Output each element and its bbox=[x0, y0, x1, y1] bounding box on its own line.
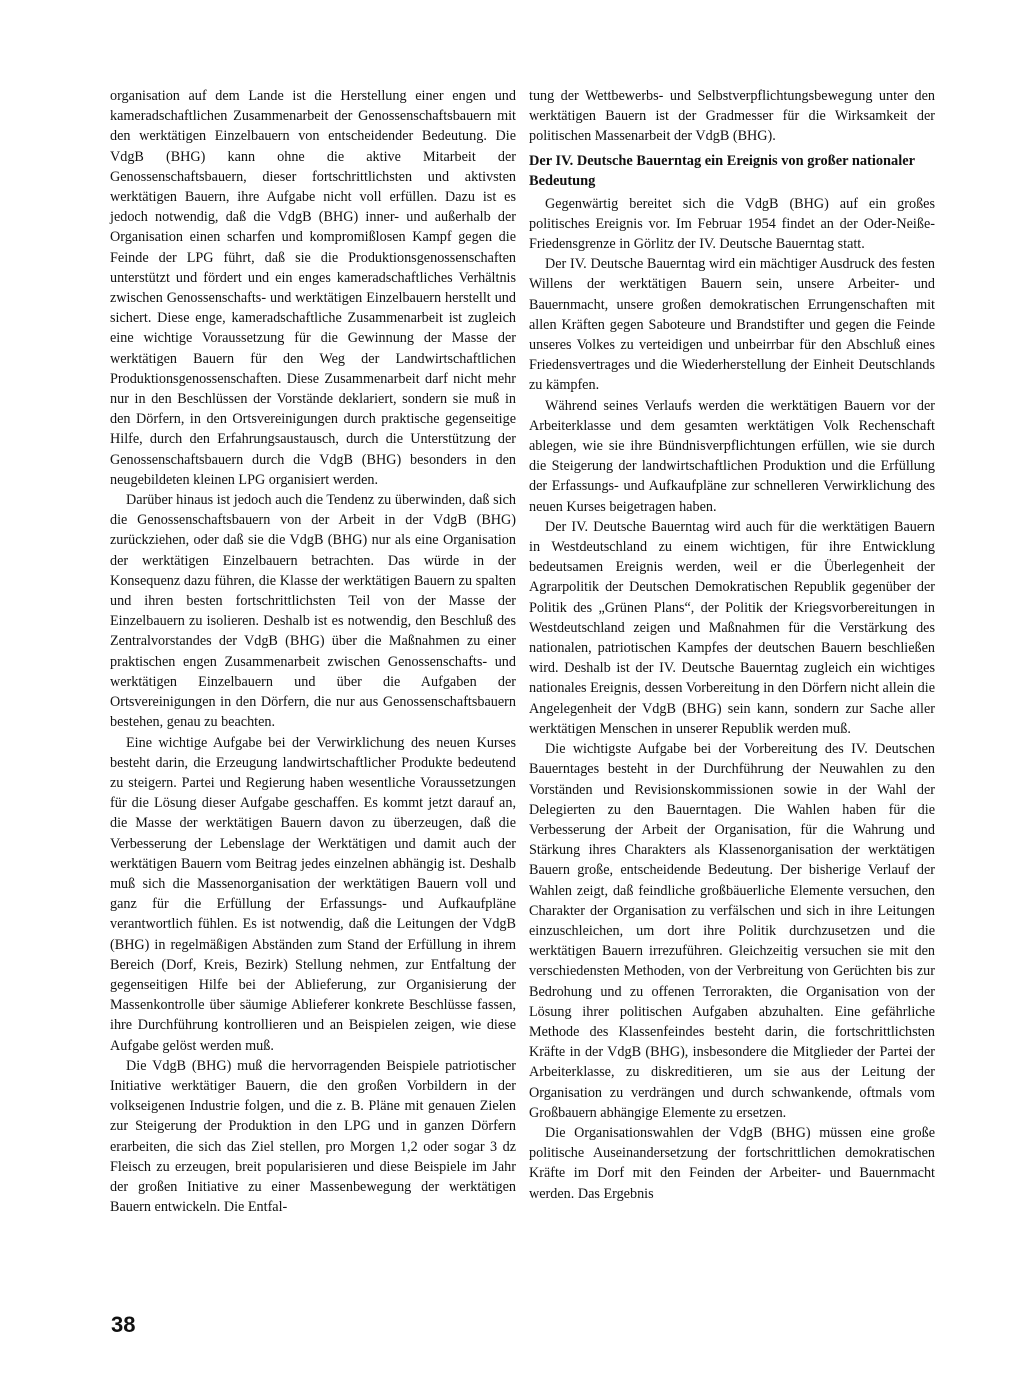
paragraph: Der IV. Deutsche Bauerntag wird auch für die werktätigen Bauern in Westdeutschland zu einem wichtigen, für ihre Entwicklung bedeutsamen Ereignis werden, weil er die Überlegenheit der Agrarpolitik der Deutschen Demokratischen Republik gegenüber der Politik des „Grünen Plans“, der Politik der Kriegsvorbereitungen in Westdeutschland zeigen und Maßnahmen für die Verstärkung des nationalen, patriotischen Kampfes der deutschen Bauern beschließen wird. Deshalb ist der IV. Deutsche Bauerntag zugleich ein wichtiges nationales Ereignis, dessen Vorbereitung in den Dörfern nicht allein die Angelegenheit der VdgB (BHG) sein kann, sondern zur Sache aller werktätigen Menschen in unserer Republik werden muß. bbox=[529, 518, 935, 737]
right-column bbox=[529, 86, 935, 1204]
paragraph: Gegenwärtig bereitet sich die VdgB (BHG) auf ein großes politisches Ereignis vor. Im Februar 1954 findet an der Oder-Neiße-Friedensgrenze in Görlitz der IV. Deutsche Bauerntag statt. bbox=[529, 195, 935, 253]
paragraph: Die wichtigste Aufgabe bei der Vorbereitung des IV. Deutschen Bauerntages besteht in der Durchführung der Neuwahlen zu den Vorständen und Revisionskommissionen sowie in der Wahl der Delegierten zu den Bauerntagen. Die Wahlen haben für die Verbesserung der Arbeit der Organisation, für die Wahrung und Stärkung ihres Charakters als Klassenorganisation der werktätigen Bauern große, entscheidende Bedeutung. Der bisherige Verlauf der Wahlen zeigt, daß feindliche großbäuerliche Elemente versuchen, den Charakter der Organisation zu verfälschen und sich in ihre Leitungen einzuschleichen, um dort ihre Politik durchzusetzen und die werktätigen Bauern irrezuführen. Gleichzeitig versuchen sie mit den verschiedensten Methoden, von der Verbreitung von Gerüchten bis zur Bedrohung und zu offenen Terrorakten, die Organisation von der Lösung ihrer politischen Aufgaben abzuhalten. Eine gefährliche Methode des Klassenfeindes besteht darin, die fortschrittlichsten Kräfte in der VdgB (BHG), insbesondere die Mitglieder der Partei der Arbeiterklasse, zu diskreditieren, um sie aus der Leitung der Organisation zu verdrängen und durch schwankende, oftmals vom Großbauern abhängige Elemente zu ersetzen. bbox=[529, 741, 935, 1121]
paragraph: Darüber hinaus ist jedoch auch die Tendenz zu überwinden, daß sich die Genossenschaftsbauern von der Arbeit in der VdgB (BHG) zurückziehen, oder daß sie die VdgB (BHG) nur als eine Organisation der werktätigen Einzelbauern betrachten. Das würde in der Konsequenz dazu führen, die Klasse der werktätigen Bauern zu spalten und ihren besten fortschrittlichsten Teil von der Masse der Einzelbauern zu isolieren. Deshalb ist es notwendig, den Beschluß des Zentralvorstandes der VdgB (BHG) über die Maßnahmen zu einer praktischen engen Zusammenarbeit zwischen Genossenschafts- und werktätigen Einzelbauern und über die Aufgaben der Ortsvereinigungen in den Dörfern, die nur aus Genossenschaftsbauern bestehen, genau zu beachten. bbox=[110, 492, 516, 731]
page-number: 38 bbox=[111, 1312, 136, 1337]
paragraph: tung der Wettbewerbs- und Selbstverpflichtungsbewegung unter den werktätigen Bauern ist der Gradmesser für die Wirksamkeit der politischen Massenarbeit der VdgB (BHG). bbox=[529, 88, 935, 145]
paragraph: Eine wichtige Aufgabe bei der Verwirklichung des neuen Kurses besteht darin, die Erzeugung landwirtschaftlicher Produkte bedeutend zu steigern. Partei und Regierung haben wesentliche Voraussetzungen für die Lösung dieser Aufgabe geschaffen. Es kommt jetzt darauf an, die Masse der werktätigen Bauern davon zu überzeugen, daß die Verbesserung der Lebenslage der Werktätigen und damit auch der werktätigen Bauern vom Beitrag jedes einzelnen abhängig ist. Deshalb muß sich die Massenorganisation der werktätigen Bauern voll und ganz für die Erfüllung der Erfassungs- und Aufkaufpläne verantwortlich fühlen. Es ist notwendig, daß die Leitungen der VdgB (BHG) in regelmäßigen Abständen zum Stand der Erfüllung in ihrem Bereich (Dorf, Kreis, Bezirk) Stellung nehmen, zur Entfaltung der gegenseitigen Hilfe bei der Ablieferung, zur Organisierung der Massenkontrolle über säumige Ablieferer konkrete Beschlüsse fassen, ihre Durchführung kontrollieren und an Beispielen zeigen, wie diese Aufgabe gelöst werden muß. bbox=[110, 734, 516, 1054]
paragraph: Während seines Verlaufs werden die werktätigen Bauern vor der Arbeiterklasse und dem gesamten werktätigen Volk Rechenschaft ablegen, wie sie ihre Bündnisverpflichtungen erfüllen, wie sie durch die Steigerung der landwirtschaftlichen Produktion und die Erfüllung der Erfassungs- und Aufkaufpläne zur schnelleren Verwirklichung des neuen Kurses beigetragen haben. bbox=[529, 397, 935, 515]
left-column bbox=[110, 86, 516, 1217]
paragraph: Die Organisationswahlen der VdgB (BHG) müssen eine große politische Auseinandersetzung der fortschrittlichen demokratischen Kräfte im Dorf mit den Feinden der Arbeiter- und Bauernmacht werden. Das Ergebnis bbox=[529, 1124, 935, 1202]
paragraph: Der IV. Deutsche Bauerntag wird ein mächtiger Ausdruck des festen Willens der werktätigen Bauern sein, unsere Arbeiter- und Bauernmacht, unsere großen demokratischen Errungenschaften mit allen Kräften gegen Saboteure und Brandstifter und gegen die Feinde unseres Volkes zu verteidigen und unbeirrbar für den Abschluß eines Friedensvertrages und die Wiederherstellung der Einheit Deutschlands zu kämpfen. bbox=[529, 256, 935, 394]
paragraph: organisation auf dem Lande ist die Herstellung einer engen und kameradschaftlichen Zusammenarbeit der Genossenschaftsbauern mit den werktätigen Einzelbauern von entscheidender Bedeutung. Die VdgB (BHG) kann ohne die aktive Mitarbeit der Genossenschaftsbauern, dieser fortschrittlichsten und aktivsten werktätigen Bauern, ihre Aufgabe nicht voll erfüllen. Dazu ist es jedoch notwendig, daß die VdgB (BHG) inner- und außerhalb der Organisation einen scharfen und kompromißlosen Kampf gegen die Feinde der LPG führt, daß sie die Produktionsgenossenschaften unterstützt und fördert und ein enges kameradschaftliches Verhältnis zwischen Genossenschafts- und werktätigen Einzelbauern herstellt und sichert. Diese enge, kameradschaftliche Zusammenarbeit ist zugleich eine wichtige Voraussetzung für die Gewinnung der Masse der werktätigen Bauern für den Weg der Landwirtschaftlichen Produktionsgenossenschaften. Diese Zusammenarbeit darf nicht mehr nur in den Beschlüssen der Vorstände deklariert, sondern sie muß in den Dörfern, in den Ortsvereinigungen durch praktische gegenseitige Hilfe, durch den Erfahrungsaustausch, durch die Unterstützung der Genossenschaftsbauern durch die VdgB (BHG) besonders in den neugebildeten kleinen LPG organisiert werden. bbox=[110, 88, 516, 488]
paragraph: Die VdgB (BHG) muß die hervorragenden Beispiele patriotischer Initiative werktätiger Bauern, die den großen Vorbildern in der volkseigenen Industrie folgen, und die z. B. Pläne mit genauen Zielen zur Steigerung der Produktion in den LPG und in ganzen Dörfern erarbeiten, die sich das Ziel stellen, pro Morgen 1,2 oder sogar 3 dz Fleisch zu erzeugen, breit popularisieren und diese Beispiele im Jahr der großen Initiative zu einer Massenbewegung der werktätigen Bauern entwickeln. Die Entfal- bbox=[110, 1057, 516, 1216]
section-heading: Der IV. Deutsche Bauerntag ein Ereignis von großer nationaler Bedeutung bbox=[529, 152, 915, 189]
